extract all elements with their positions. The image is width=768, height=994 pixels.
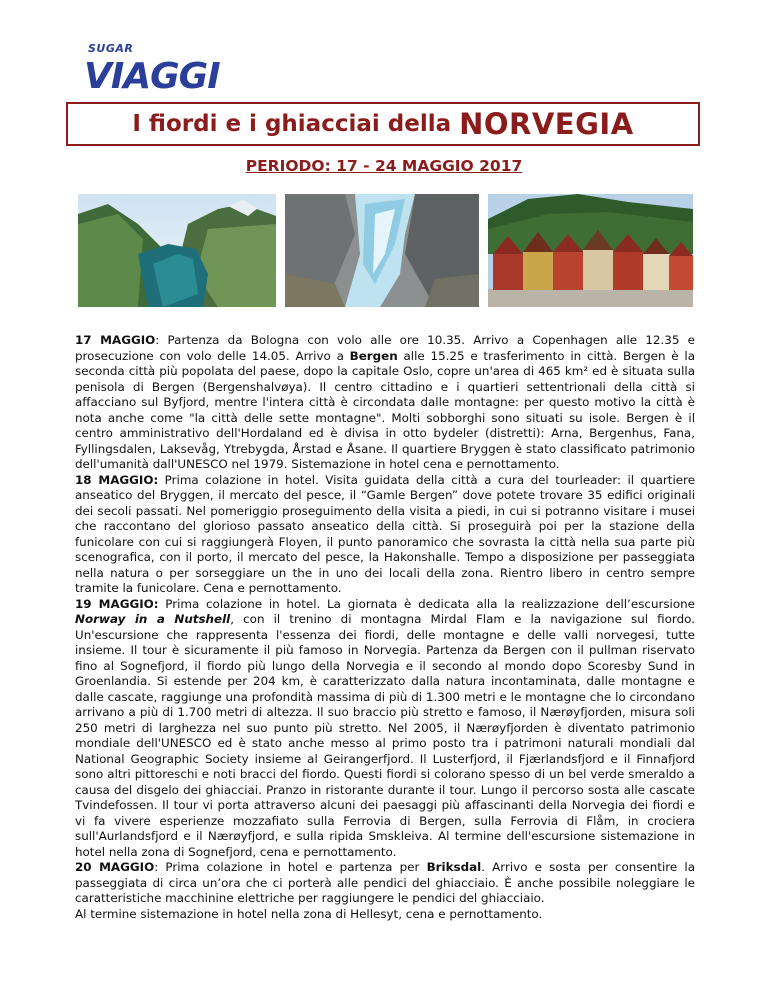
day-20-label: 20 MAGGIO bbox=[75, 860, 155, 874]
day-17-bold-bergen: Bergen bbox=[349, 348, 398, 363]
bryggen-houses-image-icon bbox=[488, 194, 693, 307]
title-box bbox=[66, 102, 700, 146]
fjord-image-icon bbox=[78, 194, 276, 307]
day-19-text-2: , con il trenino di montagna Mirdal Flam e la navigazione sul fiordo. Un'escursione che rappresenta l'essenza dei fiordi, delle montagne e delle valli norvegesi, tutte insieme. Il tour è sicuramente il più famoso in Norvegia. Partenza da Bergen con il pullman riservato fino al Sognefjord, il fiordo più lungo della Norvegia e il secondo al mondo dopo Scoresby Sund in Groenlandia. Si estende per 204 km, è caratterizzato dalla natura incontaminata, dalle montagne e dalle cascate, raggiunge una profondità massima di più di 1.300 metri e le montagne che lo circondano arrivano a più di 1.700 metri di altezza. Il suo braccio più stretto e famoso, il Nærøyfjorden, misura soli 250 metri di larghezza nel suo punto più stretto. Nel 2005, il Nærøyfjorden è diventato patrimonio mondiale dell'UNESCO ed è stato anche messo al primo posto tra i patrimoni naturali mondiali dal National Geographic Society insieme al Geirangerfjord. Il Lusterfjord, il Fjærlandsfjord e il Finnafjord sono altri pittoreschi e noti bracci del fiordo. Questi fiordi si colorano spesso di un bel verde smeraldo a causa del disgelo dei ghiacciai. Pranzo in ristorante durante il tour. Lungo il percorso sosta alle cascate Tvindefossen. Il tour vi porta attraverso alcuni dei paesaggi più affascinanti della Norvegia dei fiordi e vi fa vivere esperienze mozzafiato sulla Ferrovia di Bergen, sulla Ferrovia di Flåm, in crociera sull'Aurlandsfjord e il Nærøyfjord, e sulla ripida Smskleiva. Al termine dell'escursione sistemazione in hotel nella zona di Sognefjord, cena e pernottamento. bbox=[75, 612, 695, 859]
logo-sugar-text: SUGAR bbox=[88, 42, 134, 55]
day-20-closing: Al termine sistemazione in hotel nella zona di Hellesyt, cena e pernottamento. bbox=[75, 906, 543, 921]
day-18-text: Prima colazione in hotel. Visita guidata della città a cura del tourleader: il quartiere anseatico del Bryggen, il mercato del pesce, il “Gamle Bergen” dove potete trovare 35 edifici originali dei secoli passati. Nel pomeriggio proseguimento della visita a piedi, in cui si potranno visitare i musei che raccontano del glorioso passato anseatico della città. Si proseguirà poi per la stazione della funicolare con cui si raggiungerà Floyen, il punto panoramico che sovrasta la città nella sua parte più scenografica, con il porto, il mercato del pesce, la Hakonshalle. Tempo a disposizione per passeggiata nella natura o per sorseggiare un the in uno dei locali della zona. Rientro libero in centro sempre tramite la funicolare. Cena e pernottamento. bbox=[75, 472, 696, 595]
itinerary-text bbox=[75, 333, 695, 922]
day-17-text-1: : Partenza da Bologna con volo alle ore 10.35. Arrivo a Copenhagen alle 12.35 e prosecuzione con volo delle 14.05. Arrivo a bbox=[75, 333, 695, 363]
glacier-photo bbox=[285, 194, 479, 307]
title-part1: I fiordi e i ghiacciai della bbox=[132, 111, 452, 137]
day-17-paragraph bbox=[75, 333, 695, 473]
period-heading: PERIODO: 17 - 24 MAGGIO 2017 bbox=[245, 157, 523, 175]
day-18-label: 18 MAGGIO: bbox=[75, 472, 159, 487]
title-part2: NORVEGIA bbox=[459, 107, 634, 141]
glacier-image-icon bbox=[285, 194, 479, 307]
day-18-paragraph bbox=[75, 473, 695, 597]
day-20-text-2: . Arrivo e sosta per consentire la passeggiata di circa un’ora che ci porterà alle pendici del ghiacciaio. È anche possibile noleggiare le caratteristiche macchinine elettriche per raggiungere le pendici del ghiacciaio. bbox=[75, 860, 695, 905]
day-19-paragraph bbox=[75, 597, 695, 861]
day-19-text-1: Prima colazione in hotel. La giornata è dedicata alla la realizzazione dell’escursione bbox=[158, 596, 695, 611]
sugar-viaggi-logo bbox=[84, 38, 254, 108]
day-20-text-1: : Prima colazione in hotel e partenza per bbox=[154, 860, 427, 874]
day-17-label: 17 MAGGIO bbox=[75, 333, 156, 347]
day-17-text-2: alle 15.25 e trasferimento in città. Bergen è la seconda città più popolata del paese, dopo la capitale Oslo, copre un'area di 465 km² ed è situata sulla penisola di Bergen (Bergenshalvøya). Il centro cittadino e i quartieri settentrionali della città si affacciano sul Byfjord, mentre l'intera città è circondata dalle montagne: per questo motivo la città è nota anche come "la città delle sette montagne". Molti sobborghi sono situati su isole. Bergen è il centro amministrativo dell'Hordaland ed è divisa in otto bydeler (distretti): Arna, Bergenhus, Fana, Fyllingsdalen, Laksevåg, Ytrebygda, Årstad e Åsane. Il quartiere Bryggen è stato classificato patrimonio dell'umanità dall'UNESCO nel 1979. Sistemazione in hotel cena e pernottamento. bbox=[75, 348, 695, 471]
day-20-bold-briksdal: Briksdal bbox=[426, 860, 482, 874]
day-19-label: 19 MAGGIO: bbox=[75, 596, 159, 611]
logo-viaggi-text: VIAGGI bbox=[84, 56, 220, 97]
fjord-photo bbox=[78, 194, 276, 307]
day-20-paragraph bbox=[75, 860, 695, 907]
bryggen-photo bbox=[488, 194, 693, 307]
day-19-bold-tour: Norway in a Nutshell bbox=[75, 612, 231, 626]
